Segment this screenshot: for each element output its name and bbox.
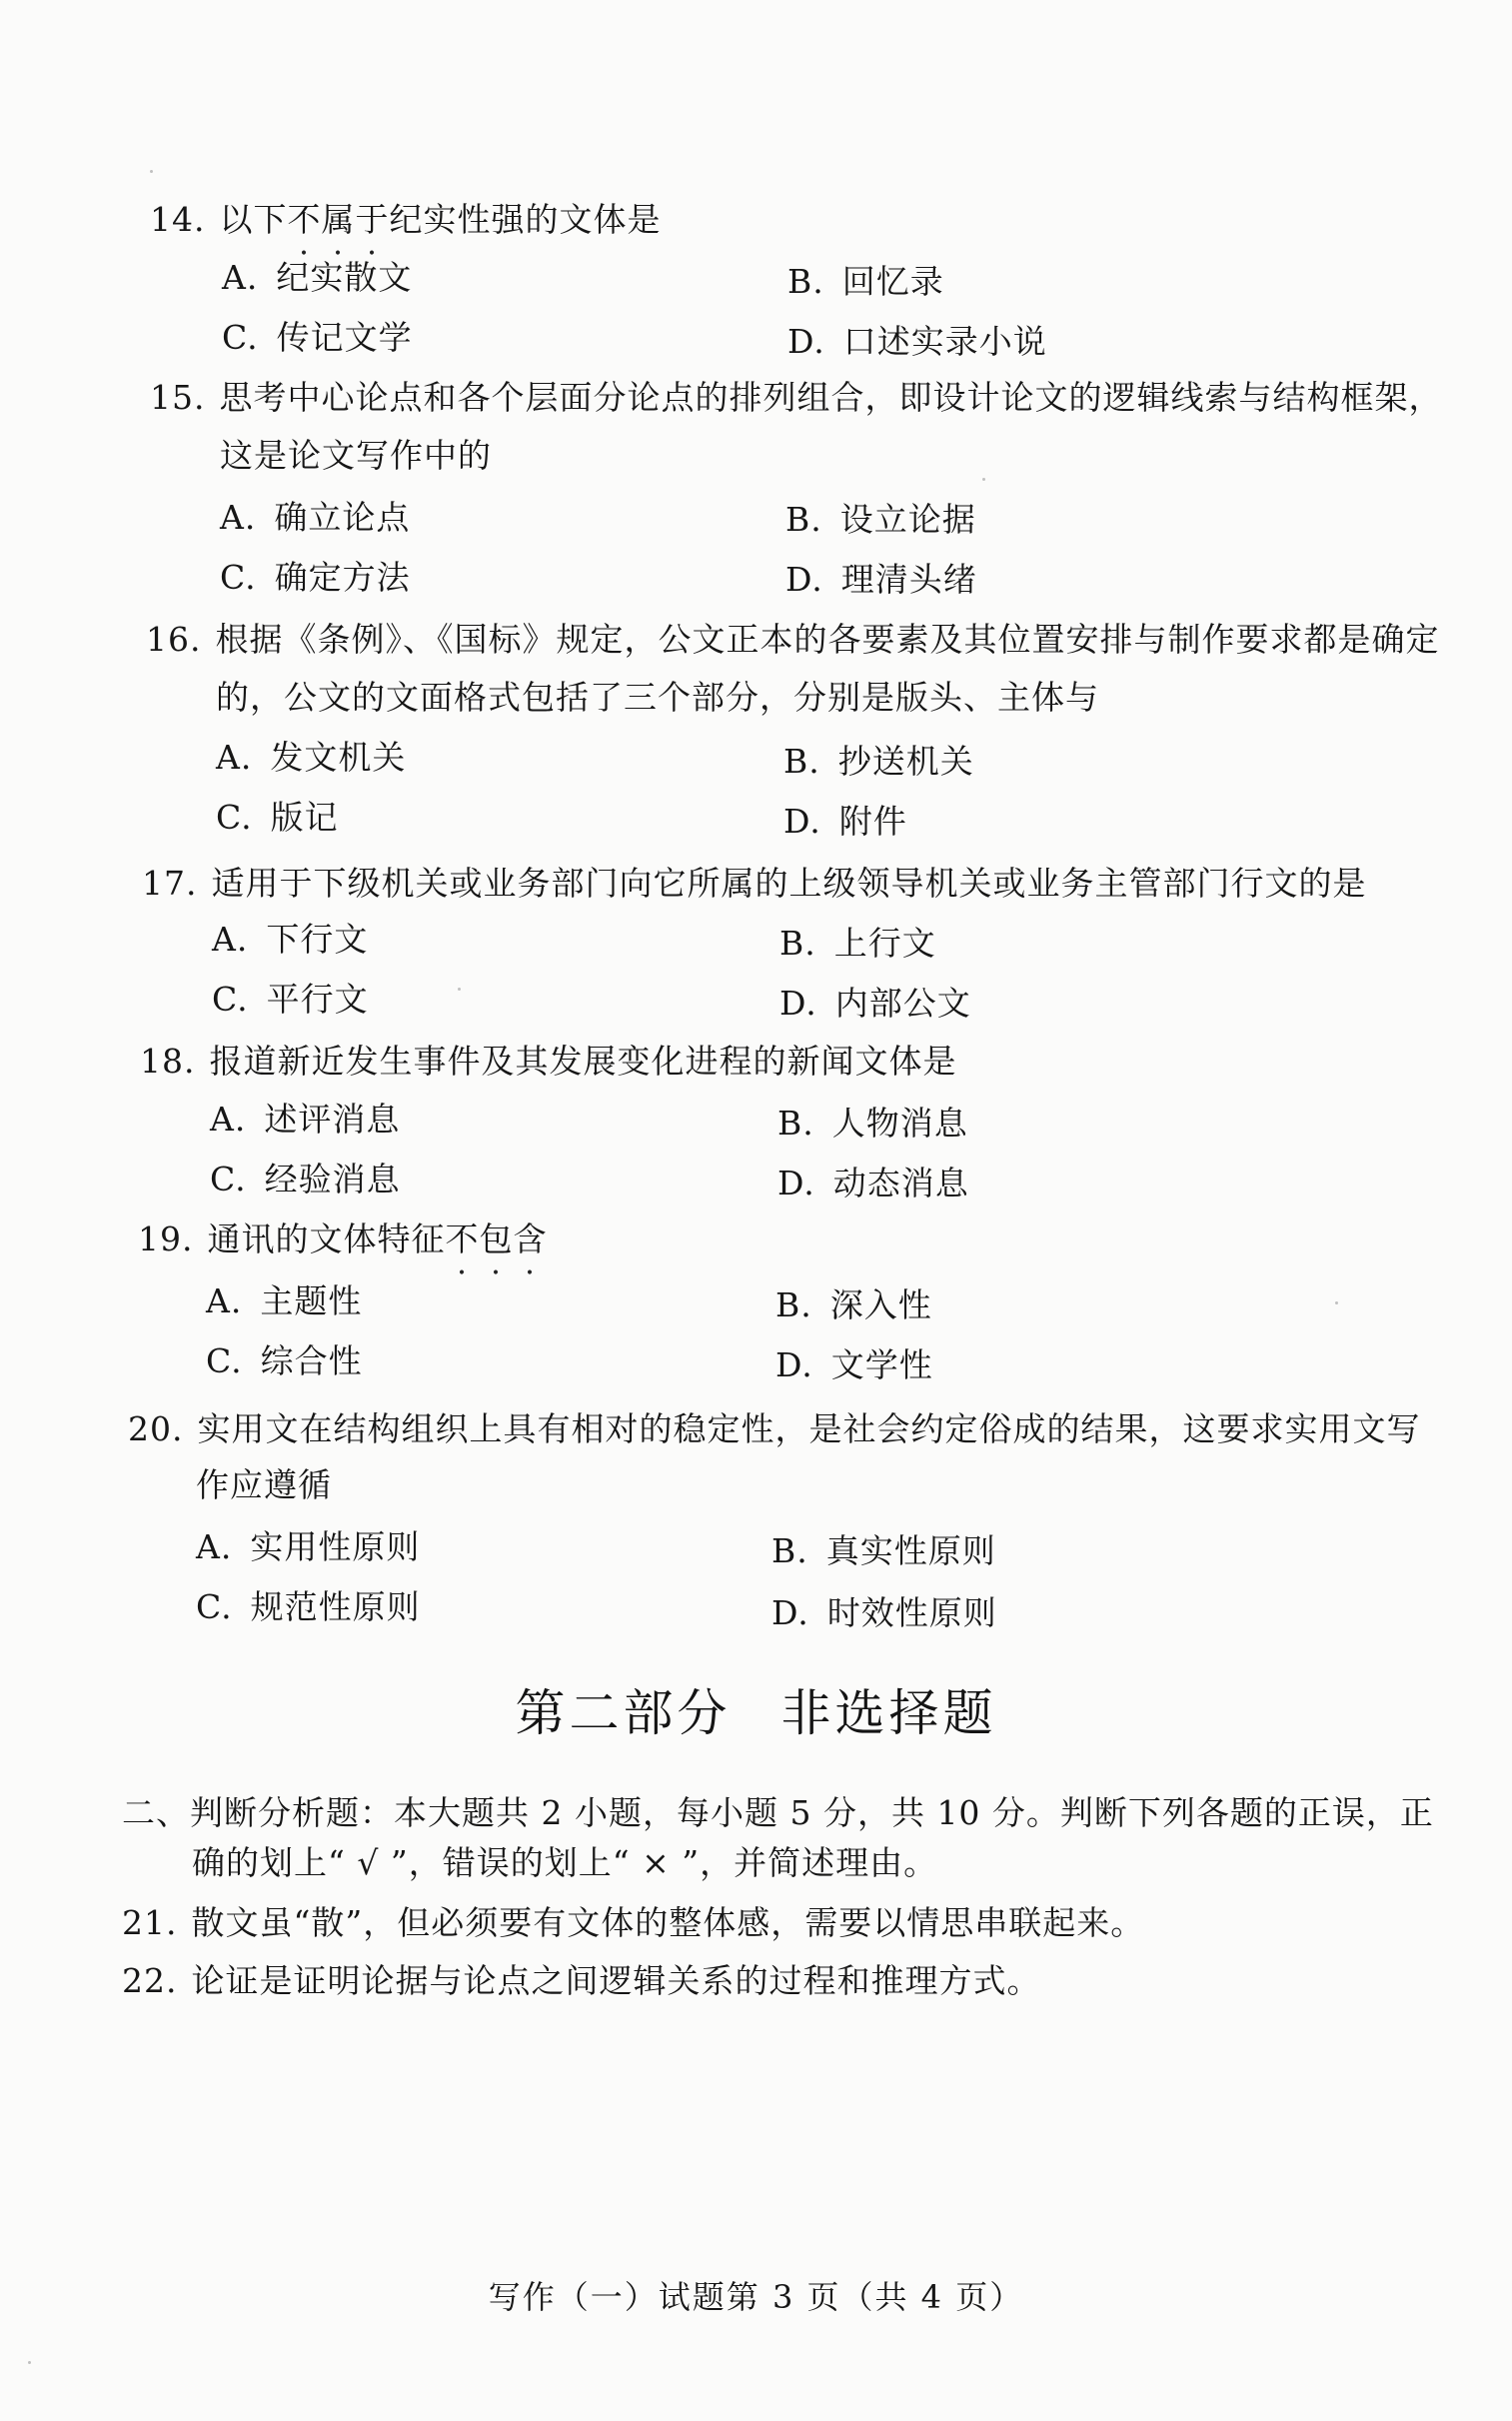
option-b: B. 人物消息 bbox=[777, 1104, 968, 1143]
option-c: C. 经验消息 bbox=[210, 1160, 401, 1199]
option-d: D. 文学性 bbox=[775, 1345, 933, 1384]
question-18-stem: 18. 报道新近发生事件及其发展变化进程的新闻文体是 bbox=[140, 1042, 957, 1081]
emphasis-char: 不 bbox=[445, 1219, 480, 1258]
option-b: B. 抄送机关 bbox=[783, 742, 974, 781]
scan-speck bbox=[458, 988, 461, 991]
option-d: D. 口述实录小说 bbox=[787, 322, 1047, 361]
option-a: A. 纪实散文 bbox=[222, 258, 413, 297]
option-d: D. 动态消息 bbox=[777, 1164, 969, 1203]
option-d: D. 内部公文 bbox=[779, 984, 971, 1023]
option-b: B. 深入性 bbox=[775, 1285, 932, 1324]
emphasis-char: 于 bbox=[355, 200, 390, 239]
question-19-stem: 19. 通讯的文体特征不包含 bbox=[138, 1219, 548, 1258]
option-c: C. 传记文学 bbox=[222, 318, 413, 357]
option-c: C. 确定方法 bbox=[220, 558, 411, 597]
question-22: 22. 论证是证明论据与论点之间逻辑关系的过程和推理方式。 bbox=[122, 1961, 1041, 2000]
option-a: A. 主题性 bbox=[206, 1281, 363, 1320]
option-d: D. 附件 bbox=[783, 802, 907, 841]
question-21: 21. 散文虽“散”，但必须要有文体的整体感，需要以情思串联起来。 bbox=[122, 1903, 1145, 1942]
option-d: D. 理清头绪 bbox=[785, 560, 977, 599]
option-c: C. 版记 bbox=[216, 798, 339, 837]
stem-text-post: 纪实性强的文体是 bbox=[389, 200, 662, 239]
question-16-stem-cont: 的，公文的文面格式包括了三个部分，分别是版头、主体与 bbox=[216, 678, 1099, 717]
stem-text-pre: 以下 bbox=[219, 200, 288, 239]
option-a: A. 确立论点 bbox=[220, 498, 411, 537]
section-instruction: 二、判断分析题：本大题共 2 小题，每小题 5 分，共 10 分。判断下列各题的正误，正 bbox=[122, 1793, 1434, 1832]
question-number: 14. bbox=[150, 200, 206, 239]
question-20-stem: 20. 实用文在结构组织上具有相对的稳定性，是社会约定俗成的结果，这要求实用文写 bbox=[128, 1409, 1421, 1448]
scan-speck bbox=[982, 478, 985, 481]
option-a: A. 实用性原则 bbox=[196, 1527, 421, 1566]
question-15-stem-cont: 这是论文写作中的 bbox=[220, 436, 492, 475]
question-15-stem: 15. 思考中心论点和各个层面分论点的排列组合，即设计论文的逻辑线索与结构框架， bbox=[150, 378, 1443, 417]
section-title: 第二部分 非选择题 bbox=[515, 1684, 997, 1742]
page-footer: 写作（一）试题第 3 页（共 4 页） bbox=[488, 2278, 1024, 2316]
emphasis-char: 属 bbox=[321, 200, 356, 239]
option-b: B. 真实性原则 bbox=[771, 1531, 996, 1570]
option-a: A. 发文机关 bbox=[216, 738, 407, 777]
option-b: B. 上行文 bbox=[779, 924, 936, 963]
option-a: A. 下行文 bbox=[212, 920, 369, 959]
emphasis-char: 含 bbox=[513, 1219, 548, 1258]
scan-speck bbox=[1335, 1301, 1338, 1304]
option-a: A. 述评消息 bbox=[210, 1100, 401, 1139]
section-instruction-cont: 确的划上“ √ ”，错误的划上“ × ”，并简述理由。 bbox=[192, 1843, 938, 1882]
emphasis-char: 不 bbox=[287, 200, 322, 239]
option-b: B. 设立论据 bbox=[785, 500, 976, 539]
option-c: C. 规范性原则 bbox=[196, 1587, 421, 1626]
question-14-stem bbox=[150, 200, 661, 240]
scan-speck bbox=[150, 170, 153, 173]
option-c: C. 平行文 bbox=[212, 980, 369, 1019]
emphasis-char: 包 bbox=[479, 1219, 514, 1258]
question-17-stem: 17. 适用于下级机关或业务部门向它所属的上级领导机关或业务主管部门行文的是 bbox=[142, 864, 1367, 903]
question-16-stem: 16. 根据《条例》、《国标》规定，公文正本的各要素及其位置安排与制作要求都是确定 bbox=[146, 620, 1440, 659]
option-d: D. 时效性原则 bbox=[771, 1593, 997, 1632]
option-b: B. 回忆录 bbox=[787, 262, 944, 301]
option-c: C. 综合性 bbox=[206, 1341, 363, 1380]
question-20-stem-cont: 作应遵循 bbox=[196, 1465, 332, 1504]
scan-speck bbox=[28, 2361, 31, 2364]
